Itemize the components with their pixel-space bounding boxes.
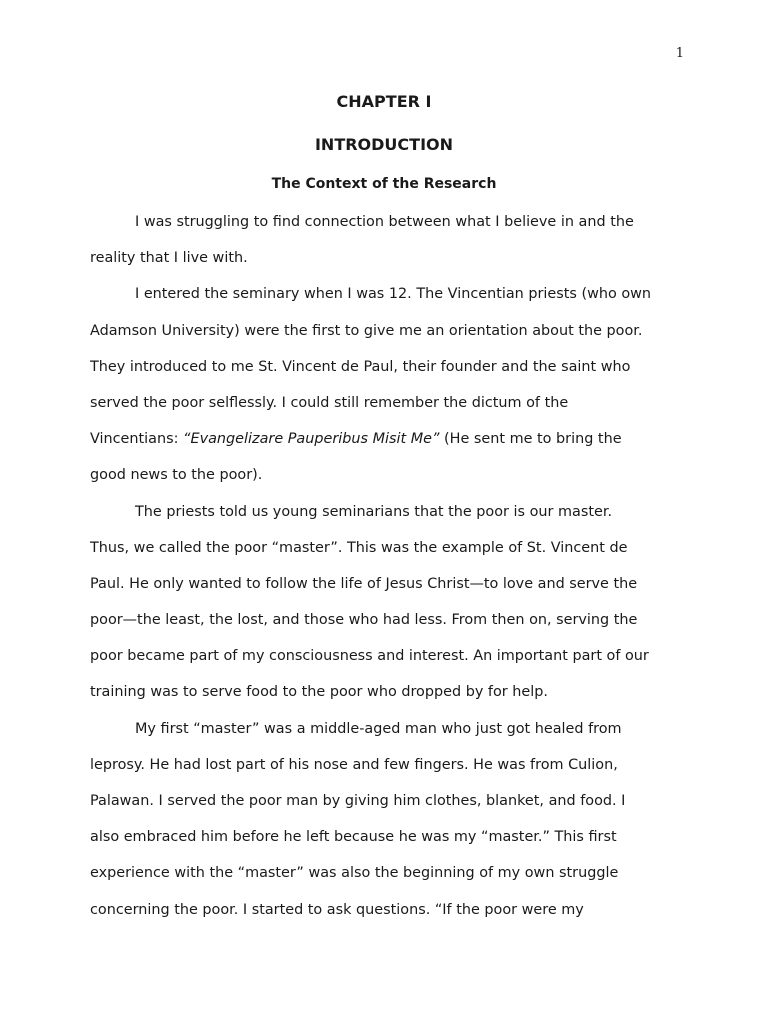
chapter-heading: CHAPTER I xyxy=(336,92,432,111)
text-segment: (He sent me to bring the xyxy=(439,431,622,448)
text-line: training was to serve food to the poor who dropped by for help. xyxy=(90,684,548,701)
text-line: reality that I live with. xyxy=(90,250,248,267)
text-line: I entered the seminary when I was 12. The Vincentian priests (who own xyxy=(135,286,652,303)
text-line: served the poor selflessly. I could still remember the dictum of the xyxy=(90,394,569,411)
text-line-with-dictum xyxy=(90,421,680,457)
text-line: They introduced to me St. Vincent de Paul, their founder and the saint who xyxy=(90,358,631,375)
section-title: The Context of the Research xyxy=(271,176,497,192)
text-line: Adamson University) were the first to give me an orientation about the poor. xyxy=(90,322,643,339)
text-line: concerning the poor. I started to ask questions. “If the poor were my xyxy=(90,901,584,918)
text-line: good news to the poor). xyxy=(90,467,263,484)
text-line: My first “master” was a middle-aged man who just got healed from xyxy=(135,720,622,737)
text-line: leprosy. He had lost part of his nose and few fingers. He was from Culion, xyxy=(90,756,618,773)
text-line: Thus, we called the poor “master”. This was the example of St. Vincent de xyxy=(90,539,628,556)
text-line: experience with the “master” was also the beginning of my own struggle xyxy=(90,865,619,882)
text-segment: Vincentians: xyxy=(90,431,184,448)
text-line: The priests told us young seminarians that the poor is our master. xyxy=(135,503,613,520)
body-text xyxy=(90,204,680,928)
text-line: Paul. He only wanted to follow the life of Jesus Christ—to love and serve the xyxy=(90,575,638,592)
text-line: also embraced him before he left because he was my “master.” This first xyxy=(90,829,617,846)
page-number: 1 xyxy=(675,46,684,61)
text-line: poor became part of my consciousness and interest. An important part of our xyxy=(90,648,649,665)
introduction-heading: INTRODUCTION xyxy=(314,135,454,154)
text-line: I was struggling to find connection between what I believe in and the xyxy=(135,214,634,230)
text-line: Palawan. I served the poor man by giving him clothes, blanket, and food. I xyxy=(90,793,626,809)
latin-dictum: “Evangelizare Pauperibus Misit Me” xyxy=(183,431,440,448)
text-line: poor—the least, the lost, and those who had less. From then on, serving the xyxy=(90,612,638,629)
